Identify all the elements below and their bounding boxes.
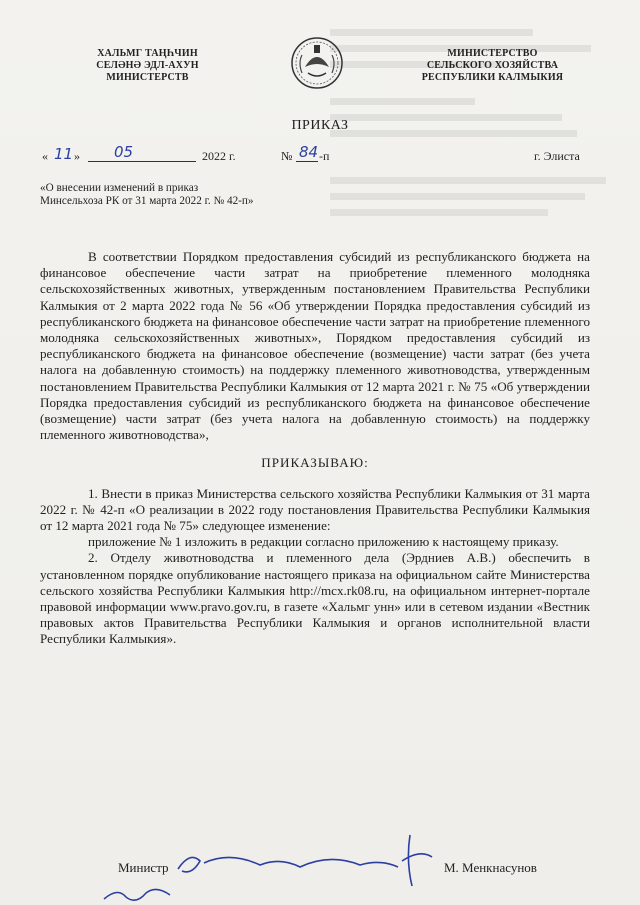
header-right-ministry [405,48,580,84]
item-2-paragraph: 2. Отделу животноводства и племенного дела (Эрдниев А.В.) обеспечить в установленном порядке опубликование настоящего приказа на официальном сайте Министерства сельского хозяйства Республики Калмыкия http://mcx.rk08.ru, на официальном интернет-портале правовой информации www.pravo.gov.ru, в газете «Хальмг унн» или в сетевом издании «Вестник правовых актов Правительства Республики Калмыкия и органов исполнительной власти Республики Калмыкия». [40,550,590,647]
date-year: 2022 г. [202,149,236,163]
date-quote-close: » [74,149,80,163]
item-1-sub-paragraph: приложение № 1 изложить в редакции согласно приложению к настоящему приказу. [88,534,559,550]
handwritten-signature-icon [170,831,440,891]
document-body [40,249,590,648]
header-left-line: МИНИСТЕРСТВ [106,72,189,83]
order-number-handwritten: 84 [299,143,319,161]
document-title: ПРИКАЗ [291,118,349,133]
number-underline [296,161,318,162]
header-left-line: ХАЛЬМГ ТАҢҺЧИН [97,48,198,59]
order-subject: «О внесении изменений в приказ Минсельхоза РК от 31 марта 2022 г. № 42-п» [40,182,254,207]
preamble-paragraph: В соответствии Порядком предоставления субсидий из республиканского бюджета на финансовое обеспечение части затрат на приобретение племенного молодняка сельскохозяйственных животных, утвержденным постановлением Правительства Республики Калмыкия от 2 марта 2022 года № 56 «Об утверждении Порядка предоставления субсидий из республиканского бюджета на финансовое обеспечение части затрат на приобретение племенного молодняка сельскохозяйственных животных», Порядком предоставления субсидий из республиканского бюджета на финансовое обеспечение (возмещение) части затрат (без учета налога на добавленную стоимость) на поддержку племенного животноводства, утвержденным постановлением Правительства Республики Калмыкия от 12 марта 2021 г. № 75 «Об утверждении Порядка предоставления субсидий из республиканского бюджета на финансовое обеспечение (возмещение) части затрат (без учета налога на добавленную стоимость) на поддержку племенного животноводства», [40,249,590,443]
header-right-line: МИНИСТЕРСТВО [447,48,538,59]
header-right-line: РЕСПУБЛИКИ КАЛМЫКИЯ [421,72,564,83]
order-word: ПРИКАЗЫВАЮ: [261,455,369,471]
date-day-handwritten: 11 [54,145,74,163]
date-month-handwritten: 05 [114,143,134,161]
signatory-name: М. Менкнасунов [444,860,537,875]
header-right-line: СЕЛЬСКОГО ХОЗЯЙСТВА [426,60,559,71]
city: г. Элиста [534,149,580,163]
date-quote-open: « [42,149,48,163]
signature-block [0,856,640,896]
number-suffix: -п [319,149,330,163]
signatory-role: Министр [118,860,169,875]
number-sign: № [281,149,293,163]
coat-of-arms-emblem-icon [288,33,346,91]
handwritten-initials-icon [100,885,180,905]
item-1-paragraph: 1. Внести в приказ Министерства сельского хозяйства Республики Калмыкия от 31 марта 2022 г. № 42-п «О реализации в 2022 году постановления Правительства Республики Калмыкия от 12 марта 2021 года № 75» следующее изменение: [40,485,590,534]
date-number-line [42,143,602,169]
header-left-line: СЕЛӘНӘ ЭДЛ-АХУН [96,60,199,71]
header-left-ministry-kalmyk [70,48,225,84]
date-underline [88,161,196,162]
